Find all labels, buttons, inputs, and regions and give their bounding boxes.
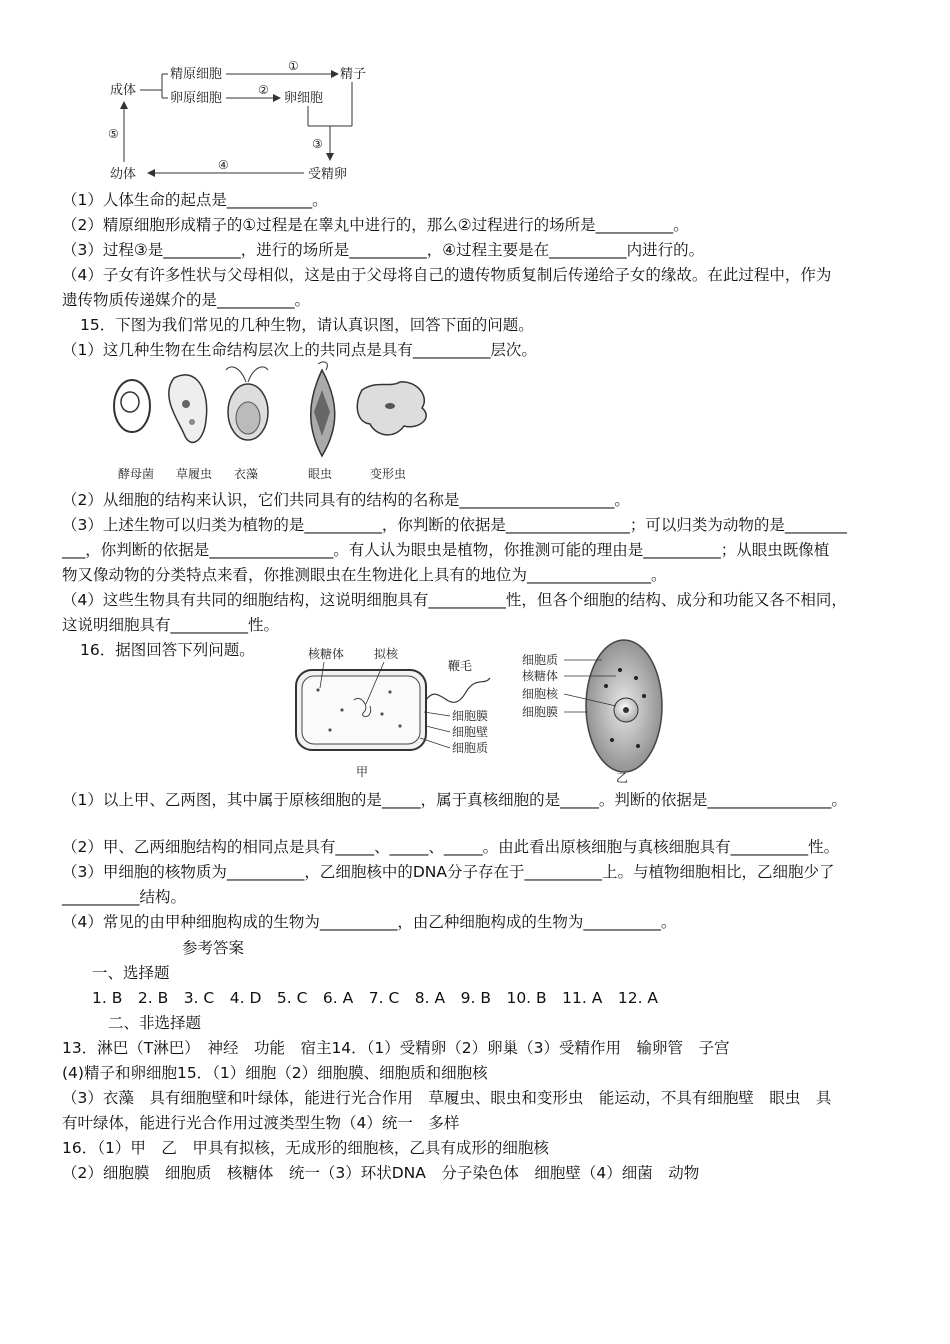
label-ribosome-b: 核糖体 [522, 669, 559, 683]
label-nucleoid: 拟核 [374, 647, 399, 661]
q15-part3-line3: 物又像动物的分类特点来看，你推测眼虫在生物进化上具有的地位为________________。 [62, 566, 667, 584]
q16-title: 16．据图回答下列问题。 [80, 641, 255, 659]
node-zygote: 受精卵 [308, 167, 348, 182]
reproduction-flow-diagram [100, 56, 390, 186]
label-nucleus-b: 细胞核 [522, 687, 559, 701]
node-oogonium: 卵原细胞 [170, 91, 223, 106]
q14-part4-line1: （4）子女有许多性状与父母相似，这是由于父母将自己的遗传物质复制后传递给子女的缘故。在此过程中，作为 [62, 266, 832, 284]
answers-line-5: 16．（1）甲 乙 甲具有拟核，无成形的细胞核，乙具有成形的细胞核 [62, 1139, 549, 1157]
label-cytoplasm-a: 细胞质 [452, 741, 489, 755]
node-egg: 卵细胞 [284, 91, 324, 106]
q15-part3-line1: （3）上述生物可以归类为植物的是__________，你判断的依据是________________；可以归类为动物的是________ [62, 516, 847, 534]
label-step-3: ③ [312, 137, 323, 151]
label-step-1: ① [288, 59, 299, 73]
answers-line-2: (4)精子和卵细胞15．（1）细胞（2）细胞膜、细胞质和细胞核 [62, 1064, 488, 1082]
answers-line-6: （2）细胞膜 细胞质 核糖体 统一（3）环状DNA 分子染色体 细胞壁（4）细菌 动物 [62, 1164, 700, 1182]
answers-line-1: 13．淋巴（T淋巴） 神经 功能 宿主14．（1）受精卵（2）卵巢（3）受精作用 输卵管 子宫 [62, 1039, 730, 1057]
prokaryote-cell-figure [290, 640, 510, 780]
paramecium-cell [169, 375, 207, 443]
q16-part4: （4）常见的由甲种细胞构成的生物为__________，由乙种细胞构成的生物为__________。 [62, 913, 677, 931]
label-step-5: ⑤ [108, 127, 119, 141]
answers-section-2: 二、非选择题 [108, 1014, 202, 1032]
node-adult: 成体 [110, 83, 137, 98]
q14-part4-line2: 遗传物质传递媒介的是__________。 [62, 291, 311, 309]
answers-line-4: 有叶绿体，能进行光合作用过渡类型生物（4）统一 多样 [62, 1114, 460, 1132]
chlamydomonas-cell [226, 367, 268, 440]
q15-part2: （2）从细胞的结构来认识，它们共同具有的结构的名称是____________________。 [62, 491, 630, 509]
yeast-cell [114, 380, 150, 432]
label-flagellum: 鞭毛 [448, 659, 473, 673]
q15-part4-line2: 这说明细胞具有__________性。 [62, 616, 280, 634]
label-step-4: ④ [218, 158, 229, 172]
node-spermatogonium: 精原细胞 [170, 67, 223, 82]
q15-part1: （1）这几种生物在生命结构层次上的共同点是具有__________层次。 [62, 341, 537, 359]
q15-part3-line2: ___，你判断的依据是________________。有人认为眼虫是植物，你推测可能的理由是__________；从眼虫既像植 [62, 541, 830, 559]
answers-multiple-choice: 1. B 2. B 3. C 4. D 5. C 6. A 7. C 8. A 9. B 10. B 11. A 12. A [92, 989, 659, 1007]
amoeba-cell [357, 382, 426, 435]
label-step-2: ② [258, 83, 269, 97]
q16-part2: （2）甲、乙两细胞结构的相同点是具有_____、_____、_____。由此看出原核细胞与真核细胞具有__________性。 [62, 838, 840, 856]
node-juvenile: 幼体 [110, 167, 137, 182]
label-cytoplasm-b: 细胞质 [522, 653, 559, 667]
q14-part1: （1）人体生命的起点是___________。 [62, 191, 328, 209]
label-euglena: 眼虫 [308, 467, 333, 481]
eukaryote-cell-figure [520, 636, 670, 786]
label-yeast: 酵母菌 [118, 467, 155, 481]
label-amoeba: 变形虫 [370, 467, 407, 481]
label-chlamydomonas: 衣藻 [234, 467, 259, 481]
label-ribosome-a: 核糖体 [308, 647, 345, 661]
node-sperm: 精子 [340, 67, 367, 82]
q16-part3-line2: __________结构。 [62, 888, 187, 906]
label-wall-a: 细胞壁 [452, 725, 489, 739]
label-paramecium: 草履虫 [176, 467, 213, 481]
q16-part3-line1: （3）甲细胞的核物质为__________，乙细胞核中的DNA分子存在于__________上。与植物细胞相比，乙细胞少了 [62, 863, 835, 881]
q14-part2: （2）精原细胞形成精子的①过程是在睾丸中进行的，那么②过程进行的场所是__________。 [62, 216, 689, 234]
label-membrane-a: 细胞膜 [452, 709, 489, 723]
caption-b: 乙 [616, 771, 629, 785]
caption-a: 甲 [356, 765, 369, 779]
q15-part4-line1: （4）这些生物具有共同的细胞结构，这说明细胞具有__________性，但各个细胞的结构、成分和功能又各不相同， [62, 591, 847, 609]
q16-part1: （1）以上甲、乙两图，其中属于原核细胞的是_____，属于真核细胞的是_____。判断的依据是________________。 [62, 791, 847, 809]
answers-section-1: 一、选择题 [92, 964, 170, 982]
label-membrane-b: 细胞膜 [522, 705, 559, 719]
organisms-figure [100, 360, 440, 485]
answers-line-3: （3）衣藻 具有细胞壁和叶绿体，能进行光合作用 草履虫、眼虫和变形虫 能运动，不具有细胞壁 眼虫 具 [62, 1089, 832, 1107]
answers-heading: 参考答案 [182, 939, 245, 957]
q15-title: 15．下图为我们常见的几种生物，请认真识图，回答下面的问题。 [80, 316, 534, 334]
q14-part3: （3）过程③是__________，进行的场所是__________，④过程主要是在__________内进行的。 [62, 241, 705, 259]
euglena-cell [311, 362, 335, 456]
